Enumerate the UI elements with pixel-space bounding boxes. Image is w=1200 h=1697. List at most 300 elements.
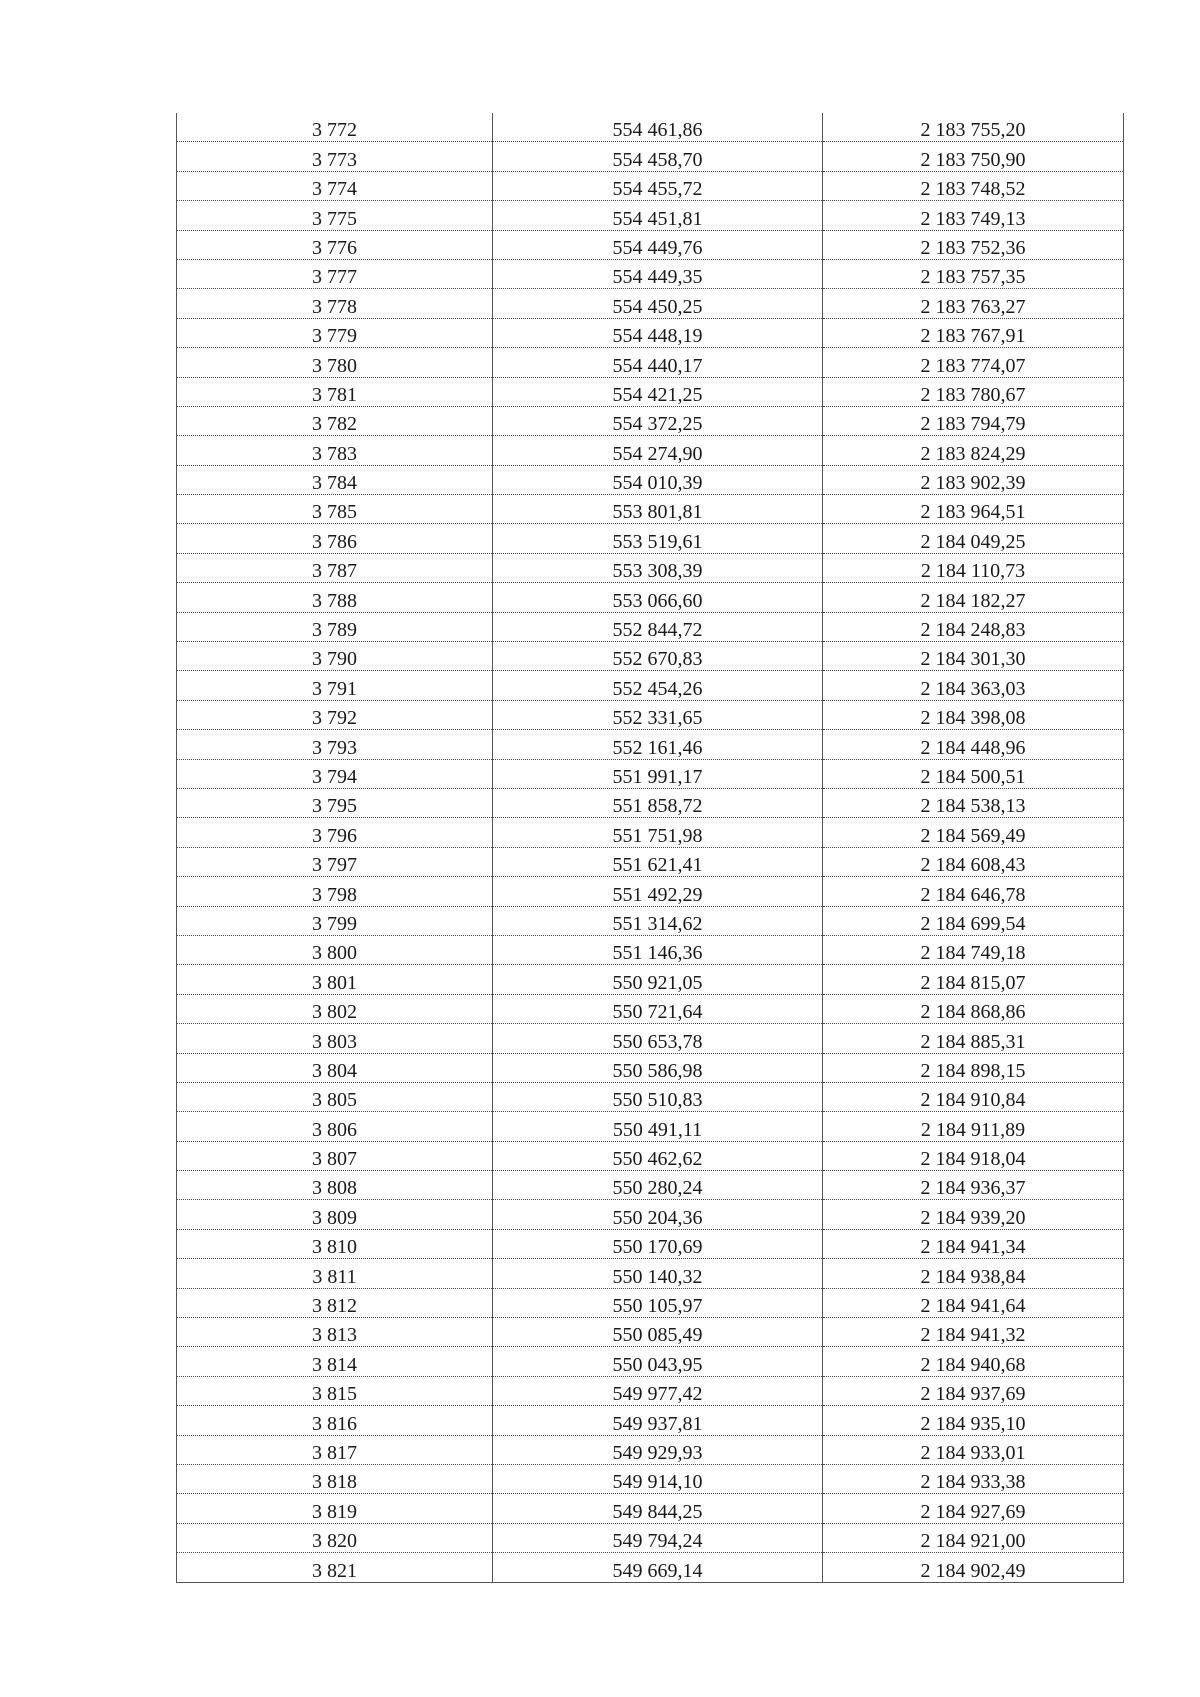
y-coordinate-cell [823,700,1124,729]
y-coordinate-cell [823,1112,1124,1141]
point-number-cell [177,1112,493,1141]
point-number-text: 3 784 [312,472,357,495]
y-coordinate-text: 2 184 646,78 [920,883,1026,906]
x-coordinate-cell [493,788,823,817]
y-coordinate-cell [823,730,1124,759]
y-coordinate-cell [823,318,1124,347]
point-number-text: 3 780 [312,354,357,377]
point-number-text: 3 804 [312,1059,357,1082]
x-coordinate-cell [493,465,823,494]
point-number-text: 3 791 [312,677,357,700]
y-coordinate-text: 2 184 921,00 [920,1530,1026,1553]
x-coordinate-cell [493,553,823,582]
table-row [177,318,1124,347]
x-coordinate-cell [493,583,823,612]
x-coordinate-text: 549 937,81 [612,1412,703,1435]
y-coordinate-cell [823,1053,1124,1082]
point-number-text: 3 802 [312,1001,357,1024]
x-coordinate-cell [493,1112,823,1141]
point-number-cell [177,142,493,171]
table-row [177,759,1124,788]
x-coordinate-cell [493,994,823,1023]
point-number-text: 3 796 [312,824,357,847]
x-coordinate-cell [493,524,823,553]
y-coordinate-cell [823,1553,1124,1582]
table-row [177,935,1124,964]
point-number-cell [177,583,493,612]
point-number-text: 3 795 [312,795,357,818]
x-coordinate-text: 554 274,90 [612,442,703,465]
y-coordinate-cell [823,259,1124,288]
y-coordinate-text: 2 184 569,49 [920,824,1026,847]
x-coordinate-cell [493,671,823,700]
table-row [177,965,1124,994]
point-number-cell [177,1141,493,1170]
y-coordinate-text: 2 184 941,32 [920,1324,1026,1347]
point-number-cell [177,906,493,935]
y-coordinate-text: 2 183 767,91 [920,325,1026,348]
point-number-text: 3 813 [312,1324,357,1347]
y-coordinate-cell [823,377,1124,406]
point-number-cell [177,1288,493,1317]
table-row [177,201,1124,230]
y-coordinate-cell [823,1229,1124,1258]
y-coordinate-text: 2 183 964,51 [920,501,1026,524]
point-number-cell [177,847,493,876]
coordinates-table [176,113,1124,1583]
x-coordinate-text: 554 450,25 [612,295,703,318]
y-coordinate-cell [823,642,1124,671]
table-row [177,406,1124,435]
x-coordinate-text: 551 621,41 [612,854,703,877]
point-number-text: 3 817 [312,1441,357,1464]
y-coordinate-cell [823,847,1124,876]
point-number-text: 3 774 [312,178,357,201]
point-number-text: 3 812 [312,1295,357,1318]
point-number-text: 3 816 [312,1412,357,1435]
point-number-cell [177,318,493,347]
point-number-cell [177,1171,493,1200]
table-row [177,1288,1124,1317]
y-coordinate-text: 2 184 939,20 [920,1206,1026,1229]
table-row [177,1523,1124,1552]
point-number-cell [177,171,493,200]
point-number-text: 3 821 [312,1559,357,1582]
y-coordinate-cell [823,906,1124,935]
table-row [177,1024,1124,1053]
y-coordinate-cell [823,495,1124,524]
y-coordinate-cell [823,1347,1124,1376]
point-number-text: 3 809 [312,1206,357,1229]
x-coordinate-text: 553 519,61 [612,530,703,553]
point-number-cell [177,289,493,318]
point-number-text: 3 810 [312,1236,357,1259]
x-coordinate-cell [493,113,823,142]
point-number-text: 3 782 [312,413,357,436]
y-coordinate-cell [823,1024,1124,1053]
table-row [177,906,1124,935]
table-row [177,877,1124,906]
point-number-text: 3 790 [312,648,357,671]
table-row [177,818,1124,847]
point-number-cell [177,1082,493,1111]
point-number-cell [177,935,493,964]
x-coordinate-cell [493,201,823,230]
y-coordinate-cell [823,1494,1124,1523]
x-coordinate-text: 554 451,81 [612,207,703,230]
y-coordinate-text: 2 183 902,39 [920,472,1026,495]
x-coordinate-text: 550 721,64 [612,1001,703,1024]
x-coordinate-cell [493,171,823,200]
point-number-text: 3 798 [312,883,357,906]
point-number-cell [177,1494,493,1523]
point-number-text: 3 787 [312,560,357,583]
y-coordinate-text: 2 184 910,84 [920,1089,1026,1112]
y-coordinate-cell [823,436,1124,465]
table-row [177,788,1124,817]
y-coordinate-text: 2 183 794,79 [920,413,1026,436]
table-row [177,1406,1124,1435]
x-coordinate-text: 552 331,65 [612,707,703,730]
x-coordinate-text: 552 844,72 [612,619,703,642]
table-row [177,730,1124,759]
y-coordinate-text: 2 184 363,03 [920,677,1026,700]
y-coordinate-cell [823,1288,1124,1317]
x-coordinate-cell [493,1024,823,1053]
point-number-text: 3 777 [312,266,357,289]
x-coordinate-text: 553 308,39 [612,560,703,583]
point-number-cell [177,113,493,142]
x-coordinate-cell [493,1553,823,1582]
point-number-text: 3 819 [312,1500,357,1523]
point-number-cell [177,1523,493,1552]
table-row [177,1553,1124,1582]
point-number-text: 3 805 [312,1089,357,1112]
point-number-cell [177,877,493,906]
point-number-cell [177,524,493,553]
y-coordinate-text: 2 184 938,84 [920,1265,1026,1288]
point-number-cell [177,1229,493,1258]
y-coordinate-cell [823,583,1124,612]
point-number-cell [177,1200,493,1229]
point-number-cell [177,465,493,494]
y-coordinate-cell [823,1376,1124,1405]
y-coordinate-cell [823,1464,1124,1493]
y-coordinate-text: 2 183 757,35 [920,266,1026,289]
x-coordinate-cell [493,230,823,259]
y-coordinate-cell [823,171,1124,200]
y-coordinate-text: 2 183 752,36 [920,236,1026,259]
point-number-cell [177,553,493,582]
x-coordinate-text: 554 458,70 [612,148,703,171]
point-number-cell [177,759,493,788]
point-number-cell [177,1406,493,1435]
table-row [177,1141,1124,1170]
point-number-cell [177,259,493,288]
x-coordinate-text: 551 492,29 [612,883,703,906]
y-coordinate-text: 2 184 937,69 [920,1383,1026,1406]
point-number-cell [177,1376,493,1405]
x-coordinate-text: 552 454,26 [612,677,703,700]
point-number-cell [177,1464,493,1493]
x-coordinate-cell [493,406,823,435]
x-coordinate-cell [493,1259,823,1288]
point-number-text: 3 811 [312,1265,357,1288]
point-number-text: 3 778 [312,295,357,318]
point-number-text: 3 793 [312,736,357,759]
y-coordinate-text: 2 184 940,68 [920,1353,1026,1376]
y-coordinate-text: 2 184 918,04 [920,1148,1026,1171]
y-coordinate-cell [823,965,1124,994]
x-coordinate-cell [493,877,823,906]
x-coordinate-text: 550 085,49 [612,1324,703,1347]
y-coordinate-text: 2 184 927,69 [920,1500,1026,1523]
point-number-cell [177,1024,493,1053]
point-number-text: 3 794 [312,765,357,788]
point-number-cell [177,788,493,817]
y-coordinate-cell [823,994,1124,1023]
y-coordinate-text: 2 184 398,08 [920,707,1026,730]
point-number-cell [177,1053,493,1082]
y-coordinate-text: 2 184 815,07 [920,971,1026,994]
x-coordinate-text: 553 066,60 [612,589,703,612]
table-row [177,1171,1124,1200]
point-number-cell [177,1435,493,1464]
point-number-cell [177,818,493,847]
x-coordinate-text: 550 462,62 [612,1148,703,1171]
y-coordinate-text: 2 183 824,29 [920,442,1026,465]
point-number-cell [177,230,493,259]
point-number-cell [177,965,493,994]
point-number-cell [177,406,493,435]
y-coordinate-cell [823,406,1124,435]
x-coordinate-cell [493,1318,823,1347]
point-number-text: 3 781 [312,383,357,406]
table-row [177,642,1124,671]
point-number-text: 3 776 [312,236,357,259]
x-coordinate-text: 551 991,17 [612,765,703,788]
x-coordinate-cell [493,436,823,465]
x-coordinate-text: 551 751,98 [612,824,703,847]
point-number-cell [177,730,493,759]
point-number-text: 3 806 [312,1118,357,1141]
point-number-text: 3 775 [312,207,357,230]
x-coordinate-text: 554 455,72 [612,178,703,201]
x-coordinate-text: 550 105,97 [612,1295,703,1318]
y-coordinate-text: 2 184 898,15 [920,1059,1026,1082]
table-row [177,1347,1124,1376]
table-row [177,994,1124,1023]
x-coordinate-cell [493,1376,823,1405]
table-row [177,1200,1124,1229]
y-coordinate-text: 2 184 936,37 [920,1177,1026,1200]
x-coordinate-cell [493,289,823,318]
point-number-text: 3 792 [312,707,357,730]
x-coordinate-cell [493,318,823,347]
point-number-text: 3 785 [312,501,357,524]
point-number-cell [177,377,493,406]
point-number-cell [177,994,493,1023]
point-number-cell [177,1347,493,1376]
y-coordinate-cell [823,289,1124,318]
x-coordinate-text: 550 170,69 [612,1236,703,1259]
y-coordinate-cell [823,465,1124,494]
y-coordinate-cell [823,1082,1124,1111]
point-number-text: 3 772 [312,119,357,142]
y-coordinate-cell [823,1406,1124,1435]
x-coordinate-text: 550 204,36 [612,1206,703,1229]
point-number-text: 3 801 [312,971,357,994]
y-coordinate-cell [823,553,1124,582]
x-coordinate-text: 554 461,86 [612,119,703,142]
table-row [177,524,1124,553]
y-coordinate-cell [823,1200,1124,1229]
table-row [177,259,1124,288]
point-number-text: 3 807 [312,1148,357,1171]
x-coordinate-cell [493,1494,823,1523]
point-number-cell [177,1318,493,1347]
x-coordinate-text: 551 314,62 [612,912,703,935]
x-coordinate-cell [493,1464,823,1493]
x-coordinate-cell [493,935,823,964]
table-row [177,1229,1124,1258]
point-number-text: 3 800 [312,942,357,965]
x-coordinate-cell [493,1435,823,1464]
x-coordinate-cell [493,730,823,759]
x-coordinate-cell [493,700,823,729]
x-coordinate-text: 549 794,24 [612,1530,703,1553]
y-coordinate-text: 2 183 749,13 [920,207,1026,230]
y-coordinate-text: 2 183 763,27 [920,295,1026,318]
x-coordinate-text: 550 043,95 [612,1353,703,1376]
x-coordinate-cell [493,642,823,671]
y-coordinate-cell [823,230,1124,259]
y-coordinate-text: 2 183 748,52 [920,178,1026,201]
y-coordinate-cell [823,818,1124,847]
table-row [177,1053,1124,1082]
x-coordinate-text: 551 858,72 [612,795,703,818]
x-coordinate-cell [493,1288,823,1317]
x-coordinate-cell [493,495,823,524]
point-number-cell [177,495,493,524]
y-coordinate-cell [823,759,1124,788]
x-coordinate-cell [493,847,823,876]
x-coordinate-text: 553 801,81 [612,501,703,524]
table-row [177,495,1124,524]
y-coordinate-cell [823,935,1124,964]
table-row [177,1435,1124,1464]
y-coordinate-text: 2 184 448,96 [920,736,1026,759]
table-row [177,348,1124,377]
x-coordinate-text: 554 449,76 [612,236,703,259]
x-coordinate-cell [493,1171,823,1200]
table-row [177,465,1124,494]
point-number-text: 3 783 [312,442,357,465]
table-row [177,700,1124,729]
table-row [177,1376,1124,1405]
table-row [177,1494,1124,1523]
x-coordinate-cell [493,348,823,377]
y-coordinate-text: 2 184 301,30 [920,648,1026,671]
point-number-text: 3 818 [312,1471,357,1494]
x-coordinate-text: 549 669,14 [612,1559,703,1582]
x-coordinate-cell [493,142,823,171]
point-number-text: 3 789 [312,619,357,642]
point-number-cell [177,671,493,700]
point-number-text: 3 786 [312,530,357,553]
point-number-cell [177,348,493,377]
y-coordinate-text: 2 184 902,49 [920,1559,1026,1582]
x-coordinate-cell [493,965,823,994]
x-coordinate-text: 549 914,10 [612,1471,703,1494]
y-coordinate-text: 2 184 868,86 [920,1001,1026,1024]
y-coordinate-text: 2 184 110,73 [920,560,1026,583]
x-coordinate-cell [493,818,823,847]
y-coordinate-text: 2 183 780,67 [920,383,1026,406]
x-coordinate-text: 554 421,25 [612,383,703,406]
x-coordinate-text: 552 670,83 [612,648,703,671]
y-coordinate-text: 2 183 774,07 [920,354,1026,377]
table-row [177,289,1124,318]
y-coordinate-cell [823,1523,1124,1552]
y-coordinate-text: 2 184 941,34 [920,1236,1026,1259]
x-coordinate-cell [493,1406,823,1435]
y-coordinate-text: 2 184 911,89 [920,1118,1026,1141]
y-coordinate-text: 2 183 750,90 [920,148,1026,171]
table-row [177,847,1124,876]
y-coordinate-cell [823,877,1124,906]
x-coordinate-text: 554 010,39 [612,472,703,495]
y-coordinate-cell [823,142,1124,171]
x-coordinate-cell [493,259,823,288]
y-coordinate-cell [823,524,1124,553]
x-coordinate-text: 550 653,78 [612,1030,703,1053]
x-coordinate-text: 549 977,42 [612,1383,703,1406]
x-coordinate-cell [493,759,823,788]
point-number-text: 3 808 [312,1177,357,1200]
x-coordinate-text: 552 161,46 [612,736,703,759]
x-coordinate-cell [493,1200,823,1229]
table-row [177,230,1124,259]
y-coordinate-text: 2 184 933,38 [920,1471,1026,1494]
x-coordinate-cell [493,1229,823,1258]
table-row [177,1112,1124,1141]
y-coordinate-text: 2 184 608,43 [920,854,1026,877]
x-coordinate-text: 554 449,35 [612,266,703,289]
y-coordinate-cell [823,113,1124,142]
point-number-cell [177,1259,493,1288]
coordinates-table-body [177,113,1124,1582]
point-number-cell [177,700,493,729]
table-row [177,583,1124,612]
y-coordinate-cell [823,1141,1124,1170]
y-coordinate-cell [823,1259,1124,1288]
y-coordinate-cell [823,788,1124,817]
y-coordinate-cell [823,1171,1124,1200]
y-coordinate-text: 2 184 049,25 [920,530,1026,553]
table-row [177,171,1124,200]
y-coordinate-text: 2 183 755,20 [920,119,1026,142]
table-row [177,1259,1124,1288]
x-coordinate-cell [493,906,823,935]
point-number-text: 3 773 [312,148,357,171]
y-coordinate-text: 2 184 538,13 [920,795,1026,818]
point-number-text: 3 788 [312,589,357,612]
y-coordinate-text: 2 184 500,51 [920,765,1026,788]
point-number-text: 3 779 [312,325,357,348]
y-coordinate-cell [823,348,1124,377]
y-coordinate-text: 2 184 248,83 [920,619,1026,642]
